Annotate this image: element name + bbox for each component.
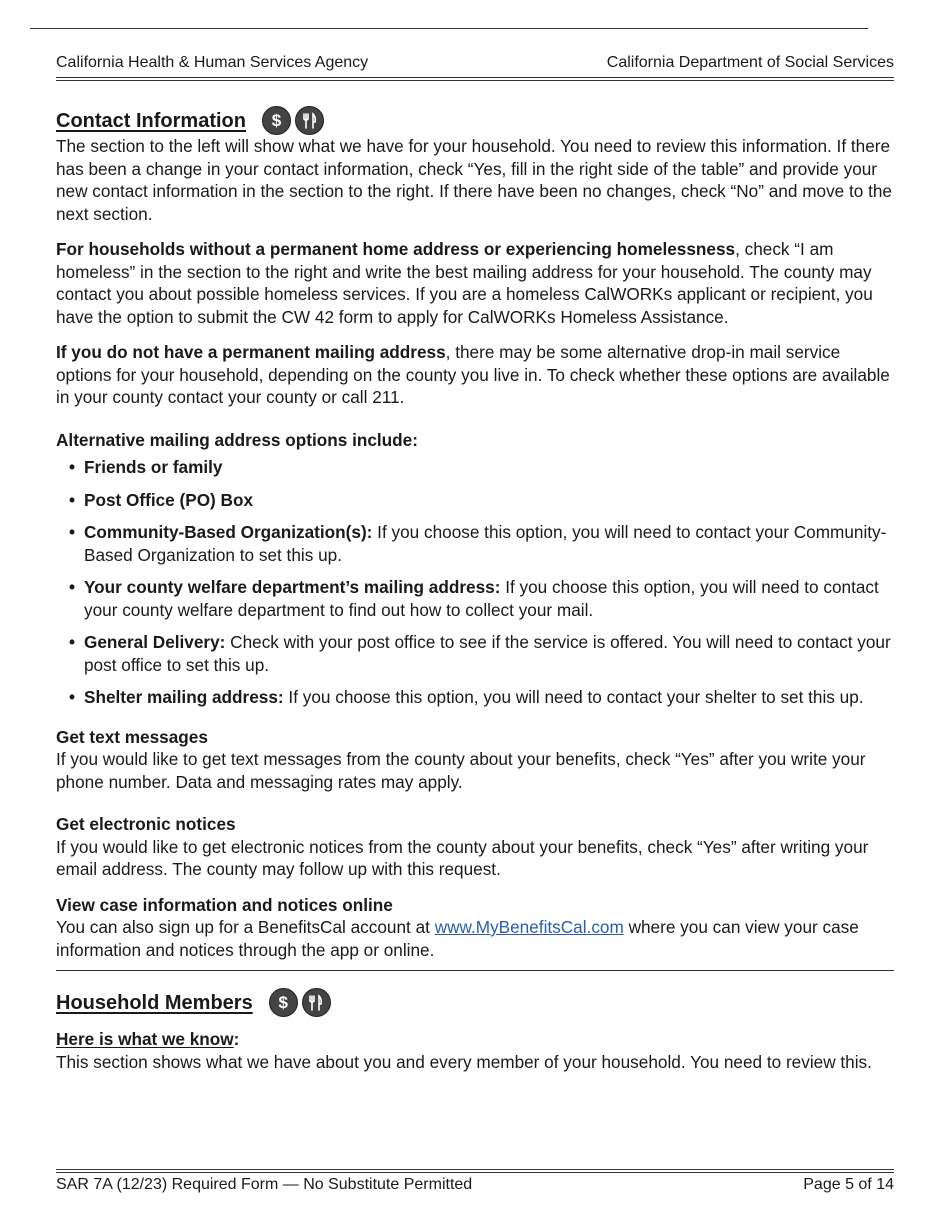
option-label: Community-Based Organization(s): <box>84 522 373 542</box>
option-text: If you choose this option, you will need to contact your Community-Based Organization to set this up. <box>84 522 887 565</box>
fork-knife-icon <box>295 106 324 135</box>
option-label: Friends or family <box>84 457 223 477</box>
dollar-icon: $ <box>269 988 298 1017</box>
option-text: Check with your post office to see if the service is offered. You will need to contact your post office to set this up. <box>84 632 891 675</box>
text-messages-body: If you would like to get text messages from the county about your benefits, check “Yes” after you write your phone number. Data and messaging rates may apply. <box>56 749 866 792</box>
page-number: Page 5 of 14 <box>803 1176 894 1193</box>
option-label: Shelter mailing address: <box>84 687 284 707</box>
homeless-paragraph <box>56 238 894 328</box>
header-rule <box>56 77 894 81</box>
section-divider <box>56 970 894 971</box>
list-item <box>56 521 894 566</box>
page-header <box>56 53 894 72</box>
option-text: If you choose this option, you will need to contact your shelter to set this up. <box>283 687 864 707</box>
household-body: This section shows what we have about you and every member of your household. You need to review this. <box>56 1051 872 1072</box>
online-after: where you can view your case information and notices through the app or online. <box>56 917 859 960</box>
online-heading: View case information and notices online <box>56 894 393 915</box>
option-text: If you choose this option, you will need to contact your county welfare department to find out how to collect your mail. <box>84 577 879 620</box>
form-id: SAR 7A (12/23) Required Form — No Substitute Permitted <box>56 1176 473 1193</box>
list-item <box>56 489 894 512</box>
online-before: You can also sign up for a BenefitsCal account at <box>56 917 435 937</box>
household-title: Household Members <box>56 991 253 1014</box>
list-item <box>56 686 894 709</box>
what-we-know-colon: : <box>233 1029 240 1049</box>
contact-title: Contact Information <box>56 109 246 132</box>
page-footer <box>56 1175 894 1194</box>
page-content <box>56 106 894 1073</box>
options-heading: Alternative mailing address options include: <box>56 429 418 450</box>
footer-rule <box>56 1169 894 1173</box>
option-label: General Delivery: <box>84 632 226 652</box>
fork-knife-icon <box>302 988 331 1017</box>
electronic-notices-heading: Get electronic notices <box>56 814 236 834</box>
option-label: Your county welfare department’s mailing address: <box>84 577 501 597</box>
mailing-options-list <box>56 456 894 709</box>
list-item <box>56 631 894 676</box>
what-we-know-label: Here is what we know <box>56 1029 234 1049</box>
mailing-bold: If you do not have a permanent mailing address <box>56 342 446 362</box>
contact-intro: The section to the left will show what we have for your household. You need to review this information. If there has been a change in your contact information, check “Yes, fill in the right side of the table” and provide your new contact information in the section to the right. If there have been no changes, check “No” and move to the next section. <box>56 136 892 224</box>
homeless-bold: For households without a permanent home address or experiencing homelessness <box>56 239 736 259</box>
mailing-text: , there may be some alternative drop-in mail service options for your household, depending on the county you live in. To check whether these options are available in your county contact your county or call 211. <box>56 342 890 407</box>
program-icons <box>269 988 331 1017</box>
benefitscal-link[interactable]: www.MyBenefitsCal.com <box>434 917 624 937</box>
text-messages-heading: Get text messages <box>56 726 208 747</box>
program-icons <box>262 106 324 135</box>
household-section-heading <box>56 988 894 1017</box>
list-item <box>56 456 894 479</box>
mailing-paragraph <box>56 341 894 409</box>
what-we-know-heading <box>56 1028 894 1051</box>
top-rule <box>30 28 868 29</box>
homeless-text: , check “I am homeless” in the section to the right and write the best mailing address for your household. The county may contact you about possible homeless services. If you are a homeless CalWORKs applicant or recipient, you have the option to submit the CW 42 form to apply for CalWORKs Homeless Assistance. <box>56 239 873 327</box>
contact-section-heading <box>56 106 894 135</box>
header-department: California Department of Social Services <box>606 54 894 71</box>
option-label: Post Office (PO) Box <box>84 489 254 510</box>
list-item <box>56 576 894 621</box>
online-body <box>56 916 894 961</box>
dollar-icon: $ <box>262 106 291 135</box>
electronic-notices-body: If you would like to get electronic notices from the county about your benefits, check “Yes” after writing your email address. The county may follow up with this request. <box>56 836 869 879</box>
header-agency: California Health & Human Services Agency <box>56 54 369 71</box>
